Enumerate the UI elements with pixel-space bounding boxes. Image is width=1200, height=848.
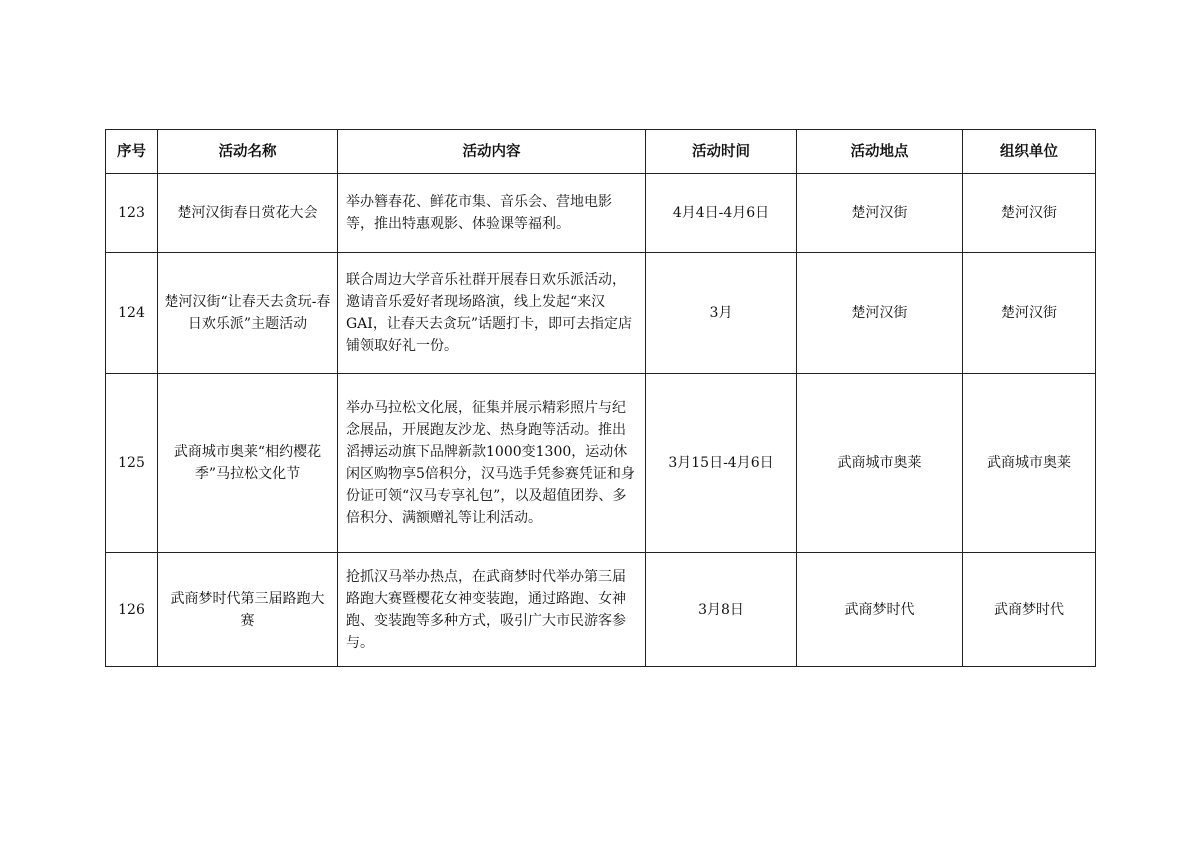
header-no: 序号 [106,130,158,174]
cell-org: 楚河汉街 [963,253,1096,374]
cell-time: 3月 [646,253,797,374]
cell-content: 联合周边大学音乐社群开展春日欢乐派活动，邀请音乐爱好者现场路演，线上发起“来汉GAI，让春天去贪玩”话题打卡，即可去指定店铺领取好礼一份。 [338,253,646,374]
cell-content: 举办簪春花、鲜花市集、音乐会、营地电影等，推出特惠观影、体验课等福利。 [338,174,646,253]
cell-org: 武商梦时代 [963,553,1096,667]
cell-org: 楚河汉街 [963,174,1096,253]
header-name: 活动名称 [158,130,338,174]
header-org: 组织单位 [963,130,1096,174]
cell-name: 楚河汉街春日赏花大会 [158,174,338,253]
table-row [106,174,1096,253]
cell-name: 武商梦时代第三届路跑大赛 [158,553,338,667]
cell-name: 武商城市奥莱“相约樱花季”马拉松文化节 [158,374,338,553]
table-header-row [106,130,1096,174]
header-place: 活动地点 [797,130,963,174]
table-row [106,553,1096,667]
cell-place: 武商城市奥莱 [797,374,963,553]
table-row [106,374,1096,553]
header-content: 活动内容 [338,130,646,174]
activities-table [105,129,1096,667]
cell-name: 楚河汉街“让春天去贪玩-春日欢乐派”主题活动 [158,253,338,374]
cell-no: 124 [106,253,158,374]
cell-place: 武商梦时代 [797,553,963,667]
cell-content: 抢抓汉马举办热点，在武商梦时代举办第三届路跑大赛暨樱花女神变装跑，通过路跑、女神跑、变装跑等多种方式，吸引广大市民游客参与。 [338,553,646,667]
table-row [106,253,1096,374]
cell-no: 123 [106,174,158,253]
header-time: 活动时间 [646,130,797,174]
cell-content: 举办马拉松文化展，征集并展示精彩照片与纪念展品，开展跑友沙龙、热身跑等活动。推出滔搏运动旗下品牌新款1000变1300，运动休闲区购物享5倍积分，汉马选手凭参赛凭证和身份证可领“汉马专享礼包”，以及超值团券、多倍积分、满额赠礼等让利活动。 [338,374,646,553]
cell-time: 3月8日 [646,553,797,667]
cell-time: 3月15日-4月6日 [646,374,797,553]
cell-no: 126 [106,553,158,667]
cell-place: 楚河汉街 [797,174,963,253]
cell-org: 武商城市奥莱 [963,374,1096,553]
cell-place: 楚河汉街 [797,253,963,374]
cell-no: 125 [106,374,158,553]
cell-time: 4月4日-4月6日 [646,174,797,253]
